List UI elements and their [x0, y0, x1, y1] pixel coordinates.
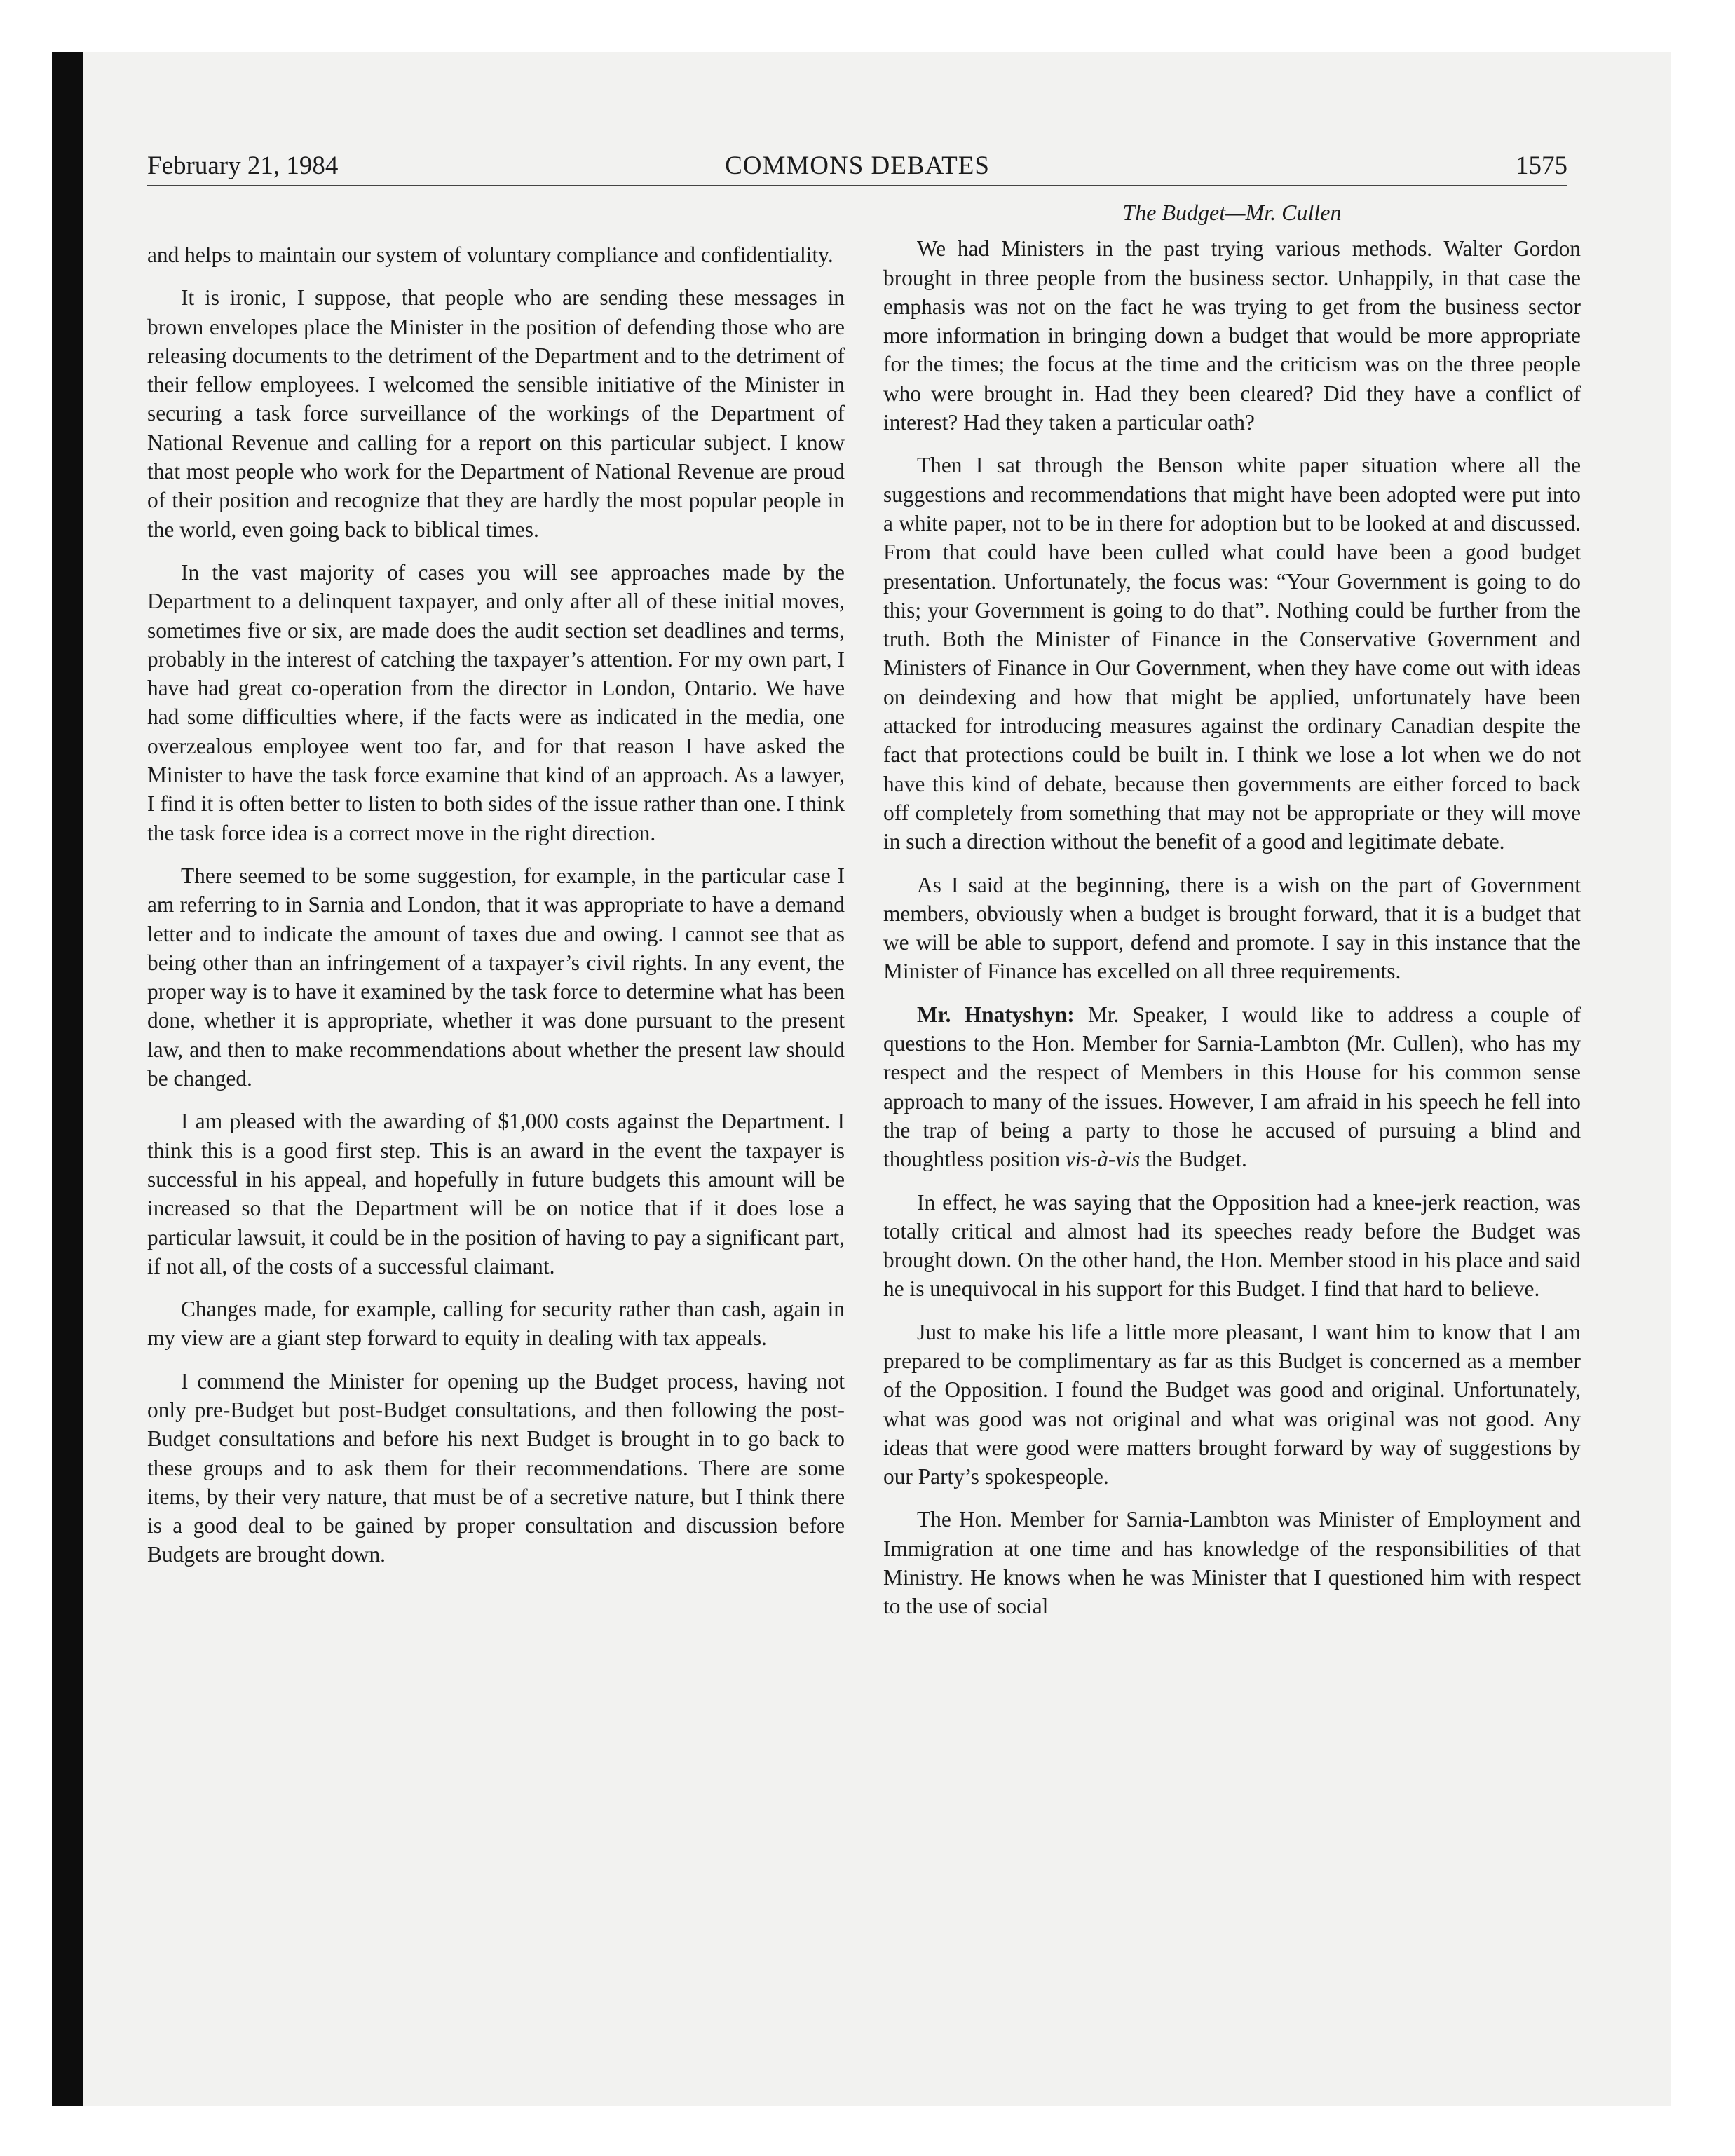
speech-paragraph: [883, 1000, 1581, 1174]
header-page-number: 1575: [1516, 151, 1567, 180]
speaker-name: Mr. Hnatyshyn:: [917, 1002, 1075, 1027]
left-column: [147, 240, 845, 1583]
running-header: [147, 147, 1567, 186]
binding-edge: [52, 52, 83, 2106]
section-running-title: The Budget—Mr. Cullen: [1122, 200, 1342, 225]
speech-text: Mr. Speaker, I would like to address a couple of questions to the Hon. Member for Sarnia-Lambton (Mr. Cullen), who has my respect and the respect of Members in this House for his common sense approach to many of the issues. However, I am afraid in his speech he fell into the trap of being a party to those he accused of pursuing a blind and thoughtless position: [883, 1002, 1581, 1172]
paragraph: and helps to maintain our system of voluntary compliance and confidentiality.: [147, 243, 834, 267]
paragraph: We had Ministers in the past trying various methods. Walter Gordon brought in three people from the business sector. Unhappily, in that case the emphasis was not on the fact he was trying to get from the business sector more information in bringing down a budget that would be more appropriate for the times; the focus at the time and the criticism was on the three people who were brought in. Had they been cleared? Did they have a conflict of interest? Had they taken a particular oath?: [883, 236, 1581, 435]
header-journal-title: COMMONS DEBATES: [725, 151, 990, 180]
italic-phrase: vis-à-vis: [1065, 1147, 1141, 1172]
paragraph: Then I sat through the Benson white paper situation where all the suggestions and recommendations that might have been adopted were put into a white paper, not to be in there for adoption but to be looked at and discussed. From that could have been culled what could have been a good budget presentation. Unfortunately, the focus was: “Your Government is going to do this; your Government is going to do that”. Nothing could be further from the truth. Both the Minister of Finance in the Conservative Government and Ministers of Finance in Our Government, when they have come out with ideas on deindexing and how that might be applied, unfortunately have been attacked for introducing measures against the ordinary Canadian despite the fact that protections could be built in. I think we lose a lot when we do not have this kind of debate, because then governments are either forced to back off completely from something that may not be appropriate or they will move in such a direction without the benefit of a good and legitimate debate.: [883, 453, 1581, 854]
paragraph: There seemed to be some suggestion, for example, in the particular case I am referring to in Sarnia and London, that it was appropriate to have a demand letter and to indicate the amount of taxes due and owing. I cannot see that as being other than an infringement of a taxpayer’s civil rights. In any event, the proper way is to have it examined by the task force to determine what has been done, whether it is appropriate, whether it was done pursuant to the present law, and then to make recommendations about whether the present law should be changed.: [147, 863, 845, 1091]
paragraph: In effect, he was saying that the Opposition had a knee-jerk reaction, was totally critical and almost had its speeches ready before the Budget was brought down. On the other hand, the Hon. Member stood in his place and said he is unequivocal in his support for this Budget. I find that hard to believe.: [883, 1189, 1581, 1302]
paragraph: In the vast majority of cases you will see approaches made by the Department to a delinquent taxpayer, and only after all of these initial moves, sometimes five or six, are made does the audit section set deadlines and terms, probably in the interest of catching the taxpayer’s attention. For my own part, I have had great co-operation from the director in London, Ontario. We have had some difficulties where, if the facts were as indicated in the media, one overzealous employee went too far, and for that reason I have asked the Minister to have the task force examine that kind of an approach. As a lawyer, I find it is often better to listen to both sides of the issue rather than one. I think the task force idea is a correct move in the right direction.: [147, 559, 845, 845]
speech-text-end: the Budget.: [1140, 1147, 1247, 1172]
paragraph: As I said at the beginning, there is a wish on the part of Government members, obviously when a budget is brought forward, that it is a budget that we will be able to support, defend and promote. I say in this instance that the Minister of Finance has excelled on all three requirements.: [883, 872, 1581, 984]
paragraph: It is ironic, I suppose, that people who are sending these messages in brown envelopes place the Minister in the position of defending those who are releasing documents to the detriment of the Department and to the detriment of their fellow employees. I welcomed the sensible initiative of the Minister in securing a task force surveillance of the workings of the Department of National Revenue and calling for a report on this particular subject. I know that most people who work for the Department of National Revenue are proud of their position and recognize that they are hardly the most popular people in the world, even going back to biblical times.: [147, 285, 845, 542]
paragraph: Changes made, for example, calling for security rather than cash, again in my view are a giant step forward to equity in dealing with tax appeals.: [147, 1297, 845, 1351]
header-date: February 21, 1984: [147, 151, 339, 180]
paragraph: I am pleased with the awarding of $1,000 costs against the Department. I think this is a good first step. This is an award in the event the taxpayer is successful in his appeal, and hopefully in future budgets this amount will be increased so that the Department will be on notice that if it does lose a particular lawsuit, it could be in the position of having to pay a significant part, if not all, of the costs of a successful claimant.: [147, 1109, 845, 1278]
paragraph: I commend the Minister for opening up the Budget process, having not only pre-Budget but post-Budget consultations, and then following the post-Budget consultations and before his next Budget is brought in to go back to these groups and to ask them for their recommendations. There are some items, by their very nature, that must be of a secretive nature, but I think there is a good deal to be gained by proper consultation and discussion before Budgets are brought down.: [147, 1368, 845, 1567]
right-column: [883, 198, 1581, 1635]
paragraph: The Hon. Member for Sarnia-Lambton was Minister of Employment and Immigration at one time and has knowledge of the responsibilities of that Ministry. He knows when he was Minister that I questioned him with respect to the use of social: [883, 1507, 1581, 1619]
paragraph: Just to make his life a little more pleasant, I want him to know that I am prepared to be complimentary as far as this Budget is concerned as a member of the Opposition. I found the Budget was good and original. Unfortunately, what was good was not original and what was original was not good. Any ideas that were good were matters brought forward by way of suggestions by our Party’s spokespeople.: [883, 1319, 1581, 1489]
